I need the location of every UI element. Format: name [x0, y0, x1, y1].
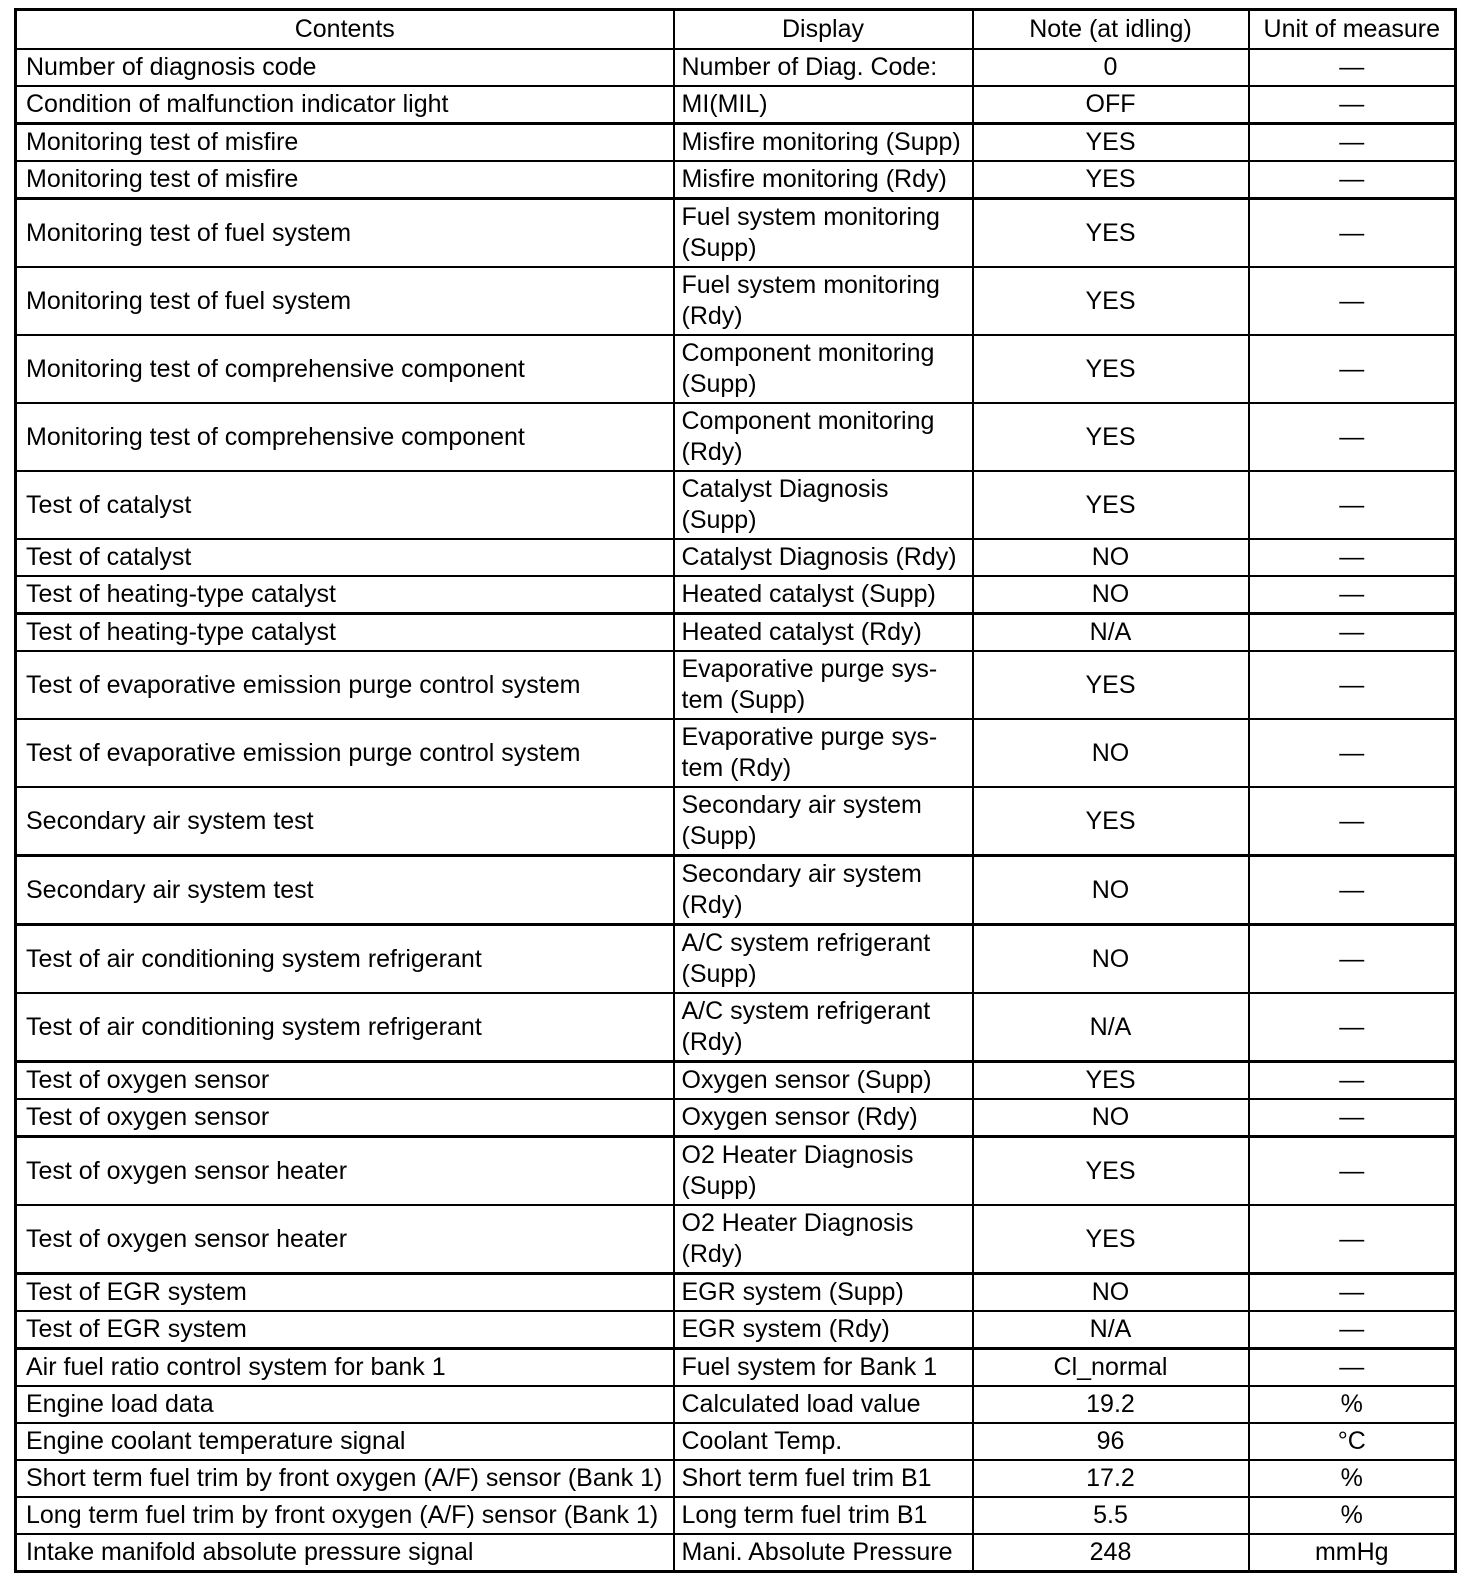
cell-display: Fuel system monitoring (Supp) [674, 199, 973, 268]
cell-contents: Test of evaporative emission purge control system [16, 651, 674, 719]
cell-unit: mmHg [1249, 1534, 1456, 1572]
column-header-note: Note (at idling) [973, 10, 1249, 50]
cell-unit: % [1249, 1460, 1456, 1497]
table-body [16, 49, 1456, 1572]
cell-display: Fuel system for Bank 1 [674, 1349, 973, 1387]
cell-display: Oxygen sensor (Rdy) [674, 1099, 973, 1137]
column-header-contents: Contents [16, 10, 674, 50]
cell-display: Heated catalyst (Supp) [674, 576, 973, 614]
cell-contents: Test of oxygen sensor [16, 1062, 674, 1100]
cell-contents: Test of EGR system [16, 1311, 674, 1349]
table-row [16, 1497, 1456, 1534]
cell-display: Long term fuel trim B1 [674, 1497, 973, 1534]
cell-display: Catalyst Diagnosis (Supp) [674, 471, 973, 539]
table-row [16, 787, 1456, 856]
cell-display: Component monitoring (Rdy) [674, 403, 973, 471]
cell-unit: — [1249, 471, 1456, 539]
cell-unit: — [1249, 925, 1456, 994]
cell-note: YES [973, 335, 1249, 403]
cell-contents: Test of oxygen sensor [16, 1099, 674, 1137]
column-header-unit: Unit of measure [1249, 10, 1456, 50]
cell-unit: % [1249, 1497, 1456, 1534]
cell-unit: — [1249, 49, 1456, 86]
cell-note: N/A [973, 614, 1249, 652]
cell-note: YES [973, 787, 1249, 856]
cell-display: Secondary air system (Rdy) [674, 856, 973, 925]
cell-display: Evaporative purge sys-tem (Supp) [674, 651, 973, 719]
cell-display: Oxygen sensor (Supp) [674, 1062, 973, 1100]
cell-unit: — [1249, 267, 1456, 335]
cell-display: Short term fuel trim B1 [674, 1460, 973, 1497]
cell-note: YES [973, 1205, 1249, 1274]
table-row [16, 1099, 1456, 1137]
table-row [16, 1062, 1456, 1100]
cell-note: 248 [973, 1534, 1249, 1572]
table-row [16, 1534, 1456, 1572]
cell-note: Cl_normal [973, 1349, 1249, 1387]
cell-display: MI(MIL) [674, 86, 973, 124]
table-row [16, 267, 1456, 335]
table-row [16, 471, 1456, 539]
cell-contents: Test of oxygen sensor heater [16, 1205, 674, 1274]
cell-display: Catalyst Diagnosis (Rdy) [674, 539, 973, 576]
cell-display: EGR system (Supp) [674, 1274, 973, 1312]
table-row [16, 576, 1456, 614]
table-row [16, 614, 1456, 652]
cell-display: O2 Heater Diagnosis (Rdy) [674, 1205, 973, 1274]
cell-display: EGR system (Rdy) [674, 1311, 973, 1349]
cell-contents: Engine load data [16, 1386, 674, 1423]
table-row [16, 1386, 1456, 1423]
cell-unit: °C [1249, 1423, 1456, 1460]
cell-contents: Intake manifold absolute pressure signal [16, 1534, 674, 1572]
cell-contents: Test of heating-type catalyst [16, 614, 674, 652]
cell-contents: Monitoring test of comprehensive component [16, 335, 674, 403]
table-row [16, 124, 1456, 162]
cell-unit: — [1249, 1349, 1456, 1387]
table-row [16, 1137, 1456, 1206]
cell-contents: Short term fuel trim by front oxygen (A/F) sensor (Bank 1) [16, 1460, 674, 1497]
cell-unit: — [1249, 1274, 1456, 1312]
cell-unit: — [1249, 539, 1456, 576]
cell-display: Secondary air system (Supp) [674, 787, 973, 856]
cell-note: 19.2 [973, 1386, 1249, 1423]
cell-note: NO [973, 719, 1249, 787]
table-row [16, 335, 1456, 403]
cell-unit: — [1249, 614, 1456, 652]
table-row [16, 993, 1456, 1062]
cell-contents: Secondary air system test [16, 787, 674, 856]
cell-unit: — [1249, 787, 1456, 856]
column-header-display: Display [674, 10, 973, 50]
cell-unit: — [1249, 856, 1456, 925]
cell-unit: — [1249, 335, 1456, 403]
cell-unit: — [1249, 719, 1456, 787]
cell-contents: Test of EGR system [16, 1274, 674, 1312]
cell-note: N/A [973, 993, 1249, 1062]
cell-contents: Monitoring test of misfire [16, 124, 674, 162]
cell-contents: Test of air conditioning system refrigerant [16, 925, 674, 994]
table-row [16, 403, 1456, 471]
cell-unit: % [1249, 1386, 1456, 1423]
cell-note: NO [973, 1099, 1249, 1137]
cell-unit: — [1249, 1062, 1456, 1100]
cell-note: OFF [973, 86, 1249, 124]
cell-note: YES [973, 161, 1249, 199]
cell-unit: — [1249, 403, 1456, 471]
cell-display: Number of Diag. Code: [674, 49, 973, 86]
cell-contents: Number of diagnosis code [16, 49, 674, 86]
cell-note: NO [973, 576, 1249, 614]
cell-contents: Test of heating-type catalyst [16, 576, 674, 614]
table-row [16, 49, 1456, 86]
cell-contents: Long term fuel trim by front oxygen (A/F) sensor (Bank 1) [16, 1497, 674, 1534]
table-row [16, 1205, 1456, 1274]
cell-note: YES [973, 403, 1249, 471]
table-row [16, 539, 1456, 576]
cell-note: NO [973, 539, 1249, 576]
cell-display: Heated catalyst (Rdy) [674, 614, 973, 652]
table-row [16, 86, 1456, 124]
cell-display: Calculated load value [674, 1386, 973, 1423]
cell-unit: — [1249, 161, 1456, 199]
table-row [16, 1349, 1456, 1387]
cell-note: YES [973, 199, 1249, 268]
table-header [16, 10, 1456, 50]
cell-note: YES [973, 471, 1249, 539]
cell-note: YES [973, 124, 1249, 162]
cell-contents: Monitoring test of comprehensive component [16, 403, 674, 471]
cell-unit: — [1249, 576, 1456, 614]
cell-note: YES [973, 651, 1249, 719]
table-row [16, 1460, 1456, 1497]
cell-note: 17.2 [973, 1460, 1249, 1497]
cell-unit: — [1249, 651, 1456, 719]
cell-note: YES [973, 1062, 1249, 1100]
cell-display: Misfire monitoring (Rdy) [674, 161, 973, 199]
cell-unit: — [1249, 199, 1456, 268]
cell-contents: Condition of malfunction indicator light [16, 86, 674, 124]
cell-contents: Engine coolant temperature signal [16, 1423, 674, 1460]
table-row [16, 161, 1456, 199]
cell-unit: — [1249, 1099, 1456, 1137]
cell-note: NO [973, 856, 1249, 925]
table-row [16, 925, 1456, 994]
cell-note: YES [973, 1137, 1249, 1206]
cell-display: A/C system refrigerant (Supp) [674, 925, 973, 994]
cell-unit: — [1249, 993, 1456, 1062]
table-row [16, 1423, 1456, 1460]
cell-unit: — [1249, 1137, 1456, 1206]
cell-note: 0 [973, 49, 1249, 86]
cell-display: Component monitoring (Supp) [674, 335, 973, 403]
cell-display: Evaporative purge sys-tem (Rdy) [674, 719, 973, 787]
table-row [16, 651, 1456, 719]
cell-contents: Monitoring test of fuel system [16, 199, 674, 268]
cell-display: Mani. Absolute Pressure [674, 1534, 973, 1572]
cell-contents: Test of catalyst [16, 471, 674, 539]
cell-contents: Test of evaporative emission purge control system [16, 719, 674, 787]
cell-contents: Monitoring test of fuel system [16, 267, 674, 335]
cell-note: N/A [973, 1311, 1249, 1349]
cell-contents: Secondary air system test [16, 856, 674, 925]
table-row [16, 199, 1456, 268]
cell-display: Fuel system monitoring (Rdy) [674, 267, 973, 335]
cell-contents: Test of air conditioning system refrigerant [16, 993, 674, 1062]
table-row [16, 1274, 1456, 1312]
table-row [16, 719, 1456, 787]
cell-note: NO [973, 925, 1249, 994]
cell-unit: — [1249, 1205, 1456, 1274]
table-row [16, 1311, 1456, 1349]
cell-contents: Test of oxygen sensor heater [16, 1137, 674, 1206]
header-row [16, 10, 1456, 50]
cell-unit: — [1249, 124, 1456, 162]
cell-contents: Air fuel ratio control system for bank 1 [16, 1349, 674, 1387]
cell-unit: — [1249, 86, 1456, 124]
diagnostic-data-table [14, 8, 1457, 1573]
cell-display: A/C system refrigerant (Rdy) [674, 993, 973, 1062]
cell-unit: — [1249, 1311, 1456, 1349]
cell-contents: Test of catalyst [16, 539, 674, 576]
cell-display: Coolant Temp. [674, 1423, 973, 1460]
cell-note: NO [973, 1274, 1249, 1312]
cell-note: YES [973, 267, 1249, 335]
cell-note: 96 [973, 1423, 1249, 1460]
cell-contents: Monitoring test of misfire [16, 161, 674, 199]
cell-display: Misfire monitoring (Supp) [674, 124, 973, 162]
cell-note: 5.5 [973, 1497, 1249, 1534]
cell-display: O2 Heater Diagnosis (Supp) [674, 1137, 973, 1206]
table-row [16, 856, 1456, 925]
